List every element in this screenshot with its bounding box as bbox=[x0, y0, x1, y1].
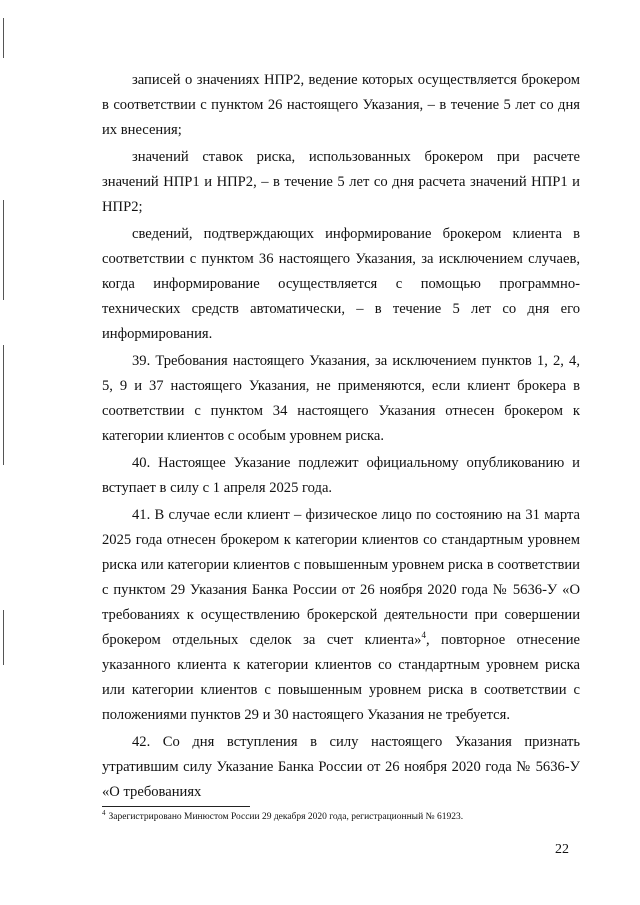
page-number: 22 bbox=[555, 842, 569, 857]
footnote-reference: 4 bbox=[421, 630, 426, 641]
scan-edge-mark bbox=[3, 200, 4, 300]
scan-edge-mark bbox=[3, 610, 4, 665]
paragraph-40: 40. Настоящее Указание подлежит официальному опубликованию и вступает в силу с 1 апреля 2025 года. bbox=[102, 455, 580, 496]
footnote-text: Зарегистрировано Минюстом России 29 декабря 2020 года, регистрационный № 61923. bbox=[108, 812, 464, 822]
paragraph-risk-rates: значений ставок риска, использованных брокером при расчете значений НПР1 и НПР2, – в течение 5 лет со дня расчета значений НПР1 и НПР2; bbox=[102, 149, 580, 215]
paragraph-41-text-end: , повторное отнесение указанного клиента к категории клиентов со стандартным уровнем риска или категории клиентов с повышенным уровнем риска в соответствии с положениями пунктов 29 и 30 настоящего Указания не требуется. bbox=[102, 632, 581, 723]
scan-edge-mark bbox=[3, 18, 4, 58]
paragraph-records-npr2: записей о значениях НПР2, ведение которых осуществляется брокером в соответствии с пунктом 26 настоящего Указания, – в течение 5 лет со дня их внесения; bbox=[102, 72, 580, 138]
footnote-number: 4 bbox=[102, 808, 106, 817]
paragraph-41-text-start: 41. В случае если клиент – физическое лицо по состоянию на 31 марта 2025 года отнесен брокером к категории клиентов со стандартным уровнем риска или категории клиентов с повышенным уровнем риска в соответствии с пунктом 29 Указания Банка России от 26 ноября 2020 года № 5636-У «О требованиях к осуществлению брокерской деятельности при совершении брокером отдельных сделок за счет клиента» bbox=[102, 507, 580, 648]
footnote bbox=[102, 808, 582, 823]
paragraph-client-info: сведений, подтверждающих информирование брокером клиента в соответствии с пунктом 36 настоящего Указания, за исключением случаев, когда информирование осуществляется с помощью программно-технических средств автоматически, – в течение 5 лет со дня его информирования. bbox=[102, 226, 580, 342]
footnote-separator bbox=[102, 806, 250, 807]
document-body bbox=[102, 68, 580, 805]
paragraph-42: 42. Со дня вступления в силу настоящего Указания признать утратившим силу Указание Банка России от 26 ноября 2020 года № 5636-У «О требованиях bbox=[102, 734, 580, 800]
paragraph-41 bbox=[102, 503, 580, 728]
scan-edge-mark bbox=[3, 345, 4, 465]
paragraph-39: 39. Требования настоящего Указания, за исключением пунктов 1, 2, 4, 5, 9 и 37 настоящего Указания, не применяются, если клиент брокера в соответствии с пунктом 34 настоящего Указания отнесен брокером к категории клиентов с особым уровнем риска. bbox=[102, 353, 580, 444]
